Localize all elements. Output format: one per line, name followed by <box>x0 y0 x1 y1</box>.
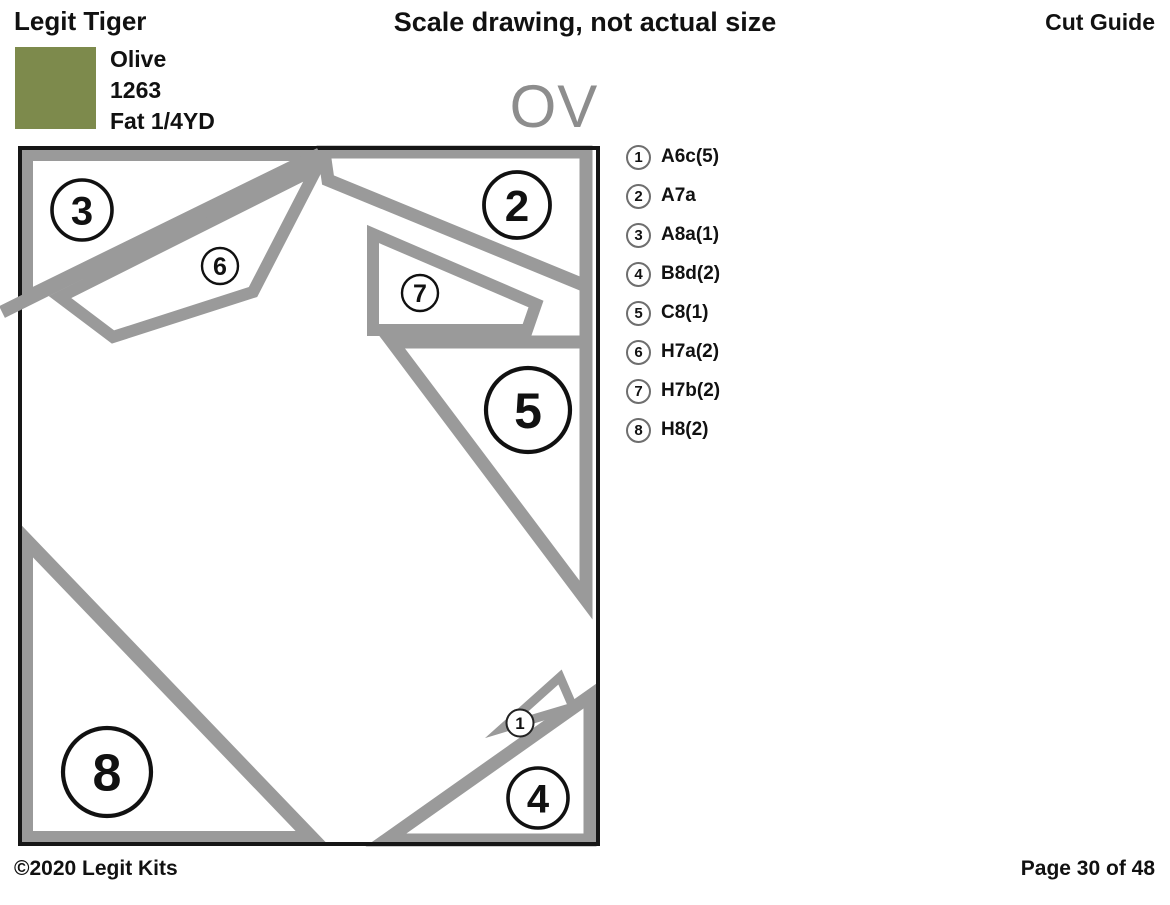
fabric-code: 1263 <box>110 77 162 103</box>
svg-text:7: 7 <box>413 280 427 308</box>
piece-marker-7 <box>402 275 438 311</box>
legend-circle: 1 <box>626 145 651 170</box>
piece-marker-1 <box>507 710 534 737</box>
legend-item <box>626 378 720 404</box>
legend-label: A6c(5) <box>661 146 720 167</box>
fabric-group-label: OV <box>509 73 599 140</box>
legend-label: A8a(1) <box>661 224 720 245</box>
legend-circle: 5 <box>626 301 651 326</box>
legend-item <box>626 144 720 170</box>
piece-marker-3 <box>52 180 112 240</box>
legend-item <box>626 339 720 365</box>
piece-marker-6 <box>202 248 238 284</box>
piece-marker-8 <box>63 728 151 816</box>
legend-item <box>626 183 720 209</box>
legend-item <box>626 222 720 248</box>
piece-legend <box>626 144 720 443</box>
svg-text:6: 6 <box>213 253 227 281</box>
fabric-cut-size: Fat 1/4YD <box>110 108 215 134</box>
svg-text:2: 2 <box>504 181 530 231</box>
fabric-name: Olive <box>110 46 167 72</box>
legend-item <box>626 417 720 443</box>
piece-marker-5 <box>486 368 570 452</box>
scale-note: Scale drawing, not actual size <box>393 7 777 37</box>
legend-circle: 7 <box>626 379 651 404</box>
svg-text:3: 3 <box>70 189 94 234</box>
legend-circle: 4 <box>626 262 651 287</box>
piece-marker-2 <box>484 172 550 238</box>
svg-text:8: 8 <box>92 744 122 803</box>
svg-text:1: 1 <box>515 714 525 734</box>
legend-circle: 6 <box>626 340 651 365</box>
legend-label: C8(1) <box>661 302 709 323</box>
legend-label: H8(2) <box>661 419 709 440</box>
legend-item <box>626 300 720 326</box>
legend-circle: 2 <box>626 184 651 209</box>
legend-circle: 3 <box>626 223 651 248</box>
svg-text:4: 4 <box>526 777 550 822</box>
legend-circle: 8 <box>626 418 651 443</box>
svg-text:5: 5 <box>514 383 542 439</box>
legend-label: A7a <box>661 185 696 206</box>
page-number: Page 30 of 48 <box>1020 857 1155 880</box>
piece-marker-4 <box>508 768 568 828</box>
copyright: ©2020 Legit Kits <box>14 857 178 880</box>
legend-label: H7a(2) <box>661 341 720 362</box>
legend-label: H7b(2) <box>661 380 721 401</box>
page-section-title: Cut Guide <box>1045 9 1155 35</box>
legend-item <box>626 261 720 287</box>
cut-diagram <box>18 146 600 846</box>
pattern-title: Legit Tiger <box>14 6 147 36</box>
legend-label: B8d(2) <box>661 263 721 284</box>
